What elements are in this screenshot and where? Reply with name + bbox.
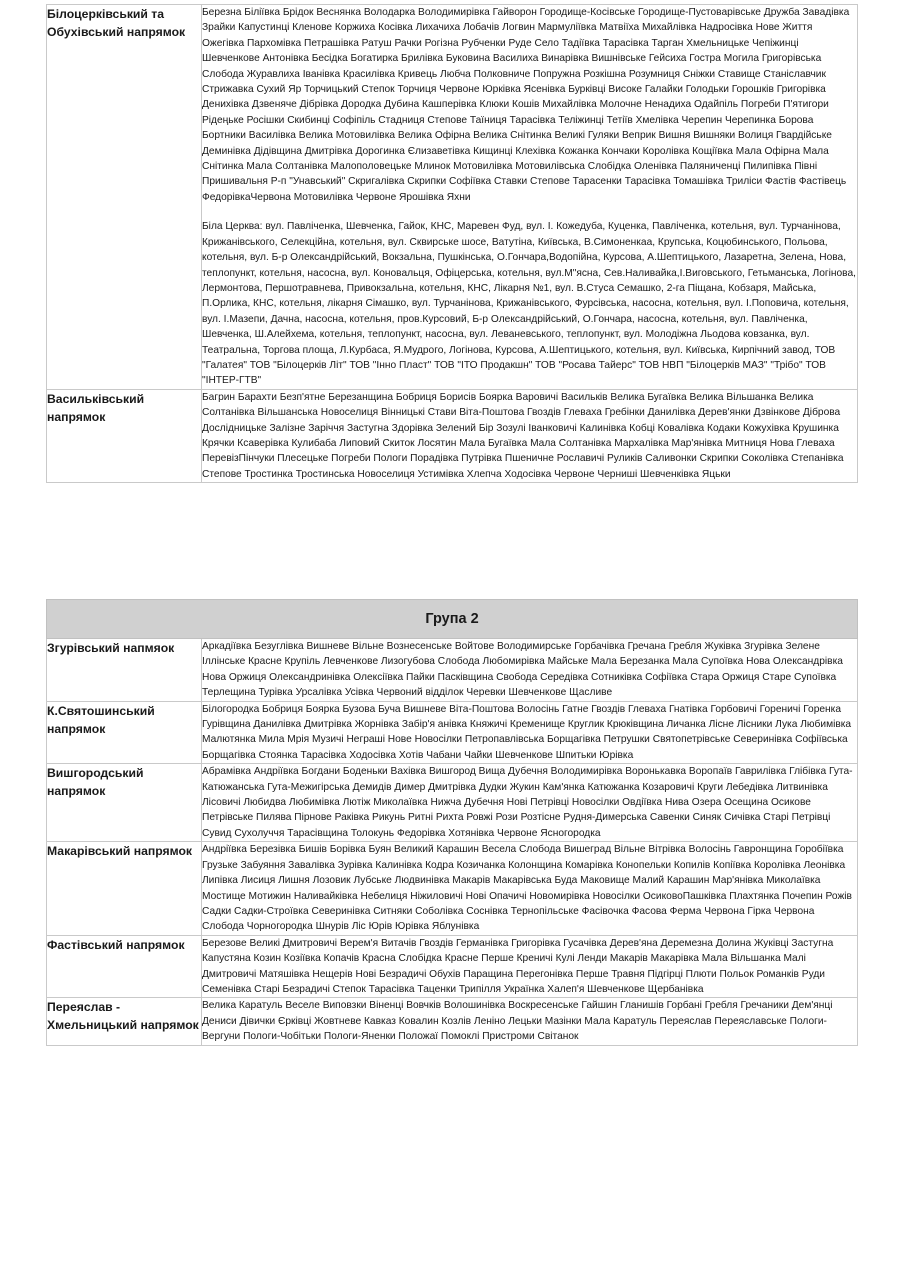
direction-name: Фастівський напрямок [47,935,202,998]
settlements-list: Абрамівка Андріївка Богдани Боденьки Вахівка Вишгород Вища Дубечня Володимирівка Воронькавка Воропаїв Гаврилівка Глібівка Гута-Катюжанська Гута-Межигірська Демидів Димер Дмитрівка Дудки Жукин Кам'янка Катюжанка Козаровичі Круги Лебедівка Литвинівка Лісовичі Любидва Любимівка Лютіж Миколаївка Нижча Дубечня Нові Петрівці Новосілки Овдіївка Нива Озера Осещина Осикове Петрівське Пилява Пірнове Раківка Рикунь Ритні Рихта Ровжі Рози Розтісне Рудня-Димерська Савенки Синяк Сичівка Старі Петрівці Сувид Сухолуччя Тарасівщина Толокунь Федорівка Хотянівка Червоне Ясногородка [202,764,858,842]
settlements-list: Аркадіївка Безуглівка Вишневе Вільне Вознесенське Войтове Володимирське Горбачівка Гречана Гребля Жуківка Згурівка Зелене Іллінське Красне Крупіль Левченкове Лизогубова Слобода Любомирівка Майське Мала Березанка Мала Супоївка Нова Олександрівка Нова Оржиця Олександринівка Олексіївка Пайки Пасківщина Свобода Середівка Сотниківка Софіївка Стара Оржиця Старе Супоївка Терлещина Турівка Урсалівка Усівка Червоний відділок Черевки Шевченкове Щасливе [202,639,858,702]
settlements-list: Андріївка Березівка Бишів Борівка Буян Великий Карашин Весела Слобода Вишеград Вільне Вітрівка Волосінь Гавронщина Горобіївка Грузьке Забуяння Завалівка Зурівка Калинівка Кодра Козичанка Колонщина Комарівка Конопельки Копилів Копіївка Королівка Леонівка Липівка Лисиця Лишня Лозовик Лубське Людвинівка Макарів Макарівська Буда Маковище Малий Карашин Мар'янівка Миколаївка Мостище Мотижин Наливайківка Небелиця Ніжиловичі Нові Опачичі Новомирівка Новосілки ОсиковоПашківка Плахтянка Почепин Рожів Садки Садки-Строївка Северинівка Ситняки Соболівка Соснівка Тернопільське Фасівочка Фасова Ферма Червона Гірка Червона Слобода Чорногородка Шнурів Ліс Юрів Юрівка Яблунівка [202,842,858,935]
bila-tserkva-addresses: Біла Церква: вул. Павліченка, Шевченка, Гайок, КНС, Маревен Фуд, вул. І. Кожедуба, Куценка, Павліченка, котельня, вул. Турчанінова, Крижанівського, Селекційна, котельня, вул. Сквирське шосе, Ватутіна, Київська, В.Симоненкаа, Крупська, Коцюбинського, Польова, котельня, вул. Б-р Олександрійський, Вокзальна, Пушкінська, О.Гончара,Водопійна, Курсова, А.Шептицького, Лазаретна, Зелена, Нова, теплопункт, котельня, насосна, вул. Коновальця, Офіцерська, котельня, вул.М"ясна, Сев.Наливайка,І.Виговського, Гетьманська, Логінова, Лермонтова, Першотравнева, Привокзальна, котельня, КНС, Лікарня №1, вул. В.Стуса Семашко, 2-га Піщана, Кобзаря, Майська, П.Орлика, КНС, котельня, лікарня Сімашко, вул. Турчанінова, Крижанівського, Фурсівська, насосна, котельня, вул. І.Поповича, котельня, вул. І.Мазепи, Дачна, насосна, котельня, пров.Курсовий, Б-р Олександрійський, О.Гончара, насосна, котельня, вул. Павліченка, Шевченка, Ш.Алейхема, котельня, теплопункт, насосна, вул. Леваневського, теплопункт, вул. Молодіжна Льодова ковзанка, вул. Театральна, Торгова площа, Л.Курбаса, Я.Мудрого, Логінова, Курсова, А.Шептицького, котельня, вул. Київська, Кирпічний завод, ТОВ "Галатея" ТОВ "Білоцерків Літ" ТОВ "Інно Пласт" ТОВ "ІТО Продакшн" ТОВ "Росава Тайерс" ТОВ НВП "Білоцерків МАЗ" "Трібо" ТОВ "ІНТЕР-ГТВ" [202,221,856,387]
table-row [47,998,858,1045]
settlements-list: Березове Великі Дмитровичі Верем'я Витачів Гвоздів Германівка Григорівка Гусачівка Дерев'яна Деремезна Долина Жуківці Застугна Капустяна Козин Козіївка Копачів Красна Слобідка Красне Перше Креничі Кулі Ленди Макарів Макарівка Мала Вільшанка Малі Дмитровичі Матяшівка Нещерів Нові Безрадичі Обухів Паращина Перегонівка Перше Травня Підгірці Плюти Польок Романків Руди Семенівка Старі Безрадичі Степок Тарасівка Таценки Трипілля Українка Халеп'я Шевченкове Щербанівка [202,935,858,998]
table-row [47,639,858,702]
settlements-list: Білогородка Бобриця Боярка Бузова Буча Вишневе Віта-Поштова Волосінь Гатне Гвоздів Глеваха Гнатівка Горбовичі Гореничі Горенка Гурівщина Данилівка Дмитрівка Жорнівка Забір'я анівка Княжичі Кременище Круглик Крюківщина Личанка Лісне Лісники Лука Любимівка Малютянка Мила Мрія Музичі Неграші Нове Новосілки Петропавлівська Борщагівка Петрушки Святопетрівське Северинівка Софіївська Борщагівка Стоянка Тарасівка Ходосівка Хотів Чабани Чайки Шевченкове Шпитьки Юрівка [202,701,858,764]
direction-name: Згурівський напмяок [47,639,202,702]
settlements-list: Березна Біліївка Брідок Веснянка Володарка Володимирівка Гайворон Городище-Косівське Городище-Пустоварівське Дружба Завадівка Зрайки Капустинці Кленове Коржиха Косівка Лихачиха Лобачів Логвин Мармуліївка Матвіїха Михайлівка Надросівка Нове Життя Ожегівка Пархомівка Петрашівка Ратуш Рачки Рогізна Рубченки Руде Село Тадіївка Тарасівка Тарган Хмельницьке Чепіжинці Шевченкове Антонівка Бесідка Богатирка Брилівка Буковина Василиха Винарівка Вишнівське Гейсиха Гостра Могила Григорівська Слобода Журавлиха Іванівка Красилівка Кривець Любча Полковниче Попружна Розкішна Розумниця Сніжки Ставище Станіславчик Стрижавка Сухий Яр Торчицький Степок Торчиця Червоне Юрківка Ясенівка Бурківці Високе Галайки Голодьки Горошків Григорівка Денихівка Дзвеняче Дібрівка Дородка Дубина Кашперівка Клюки Кошів Михайлівка Молочне Ненадиха Одайпіль Погреби П'ятигори Рідеңьке Росішки Скибинці Софіпіль Стадниця Степове Таїниця Тарасівка Теліжинці Тетіїв Хмелівка Черепин Черепинка Борова Бортники Василівка Велика Мотовилівка Велика Офірна Велика Снітинка Великі Гуляки Веприк Вишня Вишняки Волиця Гвардійське Деминівка Дідівщина Дмитрівка Дорогинка Єлизаветівка Кищинці Клехівка Кожанка Кончаки Королівка Кощіївка Мала Офірна Мала Снітинка Мала Солтанівка Малополовецьке Млинок Мотовилівка Мотовилівська Слобідка Оленівка Паляниченці Пилипівка Півні Пришивальня Р-п "Унавський" Скригалівка Скрипки Софіївка Ставки Степове Тарасенки Тарасівка Томашівка Триліси Фастів Фастівець ФедорівкаЧервона Мотовилівка Червоне Ярошівка Яхни [202,7,850,203]
group1-table [46,4,858,483]
table-row [47,5,858,390]
group-title: Група 2 [47,600,858,639]
table-row [47,764,858,842]
direction-name: Васильківський напрямок [47,389,202,482]
table-row [47,842,858,935]
table-row [47,701,858,764]
settlements-list: Багрин Барахти Безп'ятне Березанщина Бобриця Борисів Боярка Варовичі Васильків Велика Бугаївка Велика Вільшанка Велика Солтанівка Вільшанська Новоселиця Вінницькі Стави Віта-Поштова Гвоздів Глеваха Гребінки Данилівка Дерев'янки Дзвінкове Діброва Дослідницьке Залізне Заріччя Застугна Здорівка Зелений Бір Зозулі Іванковичі Калинівка Кобці Ковалівка Кодаки Кожухівка Крушинка Крячки Ксаверівка Кулибаба Липовий Скиток Лосятин Мала Бугаївка Мала Солтанівка Мархалівка Мар'янівка Митниця Нова Глеваха ПеревізПінчуки Плесецьке Погреби Пологи Порадівка Путрівка Пшеничне Рославичі Руликів Саливонки Скрипки Соколівка Степанівка Степове Тростинка Тростинська Новоселиця Устимівка Хлепча Ходосівка Червоне Черниші Шевченківка Яцьки [202,389,858,482]
group-header-row [47,600,858,639]
direction-name: Вишгородський напрямок [47,764,202,842]
table-row [47,935,858,998]
direction-name: К.Святошинський напрямок [47,701,202,764]
settlements-cell [202,5,858,390]
settlements-list: Велика Каратуль Веселе Виповзки Віненці Вовчків Волошинівка Воскресенське Гайшин Гланишів Горбані Гребля Гречаники Дем'янці Дениси Дівички Єрківці Жовтневе Кавказ Ковалин Козлів Леніно Лецьки Мазінки Мала Каратуль Переяслав Переяславське Пологи-Вергуни Пологи-Чобітьки Пологи-Яненки Положаї Помоклі Пристроми Світанок [202,998,858,1045]
direction-name: Білоцерківський та Обухівський напрямок [47,5,202,390]
direction-name: Макарівський напрямок [47,842,202,935]
table-row [47,389,858,482]
direction-name: Переяслав - Хмельницький напрямок [47,998,202,1045]
group2-table [46,599,858,1046]
